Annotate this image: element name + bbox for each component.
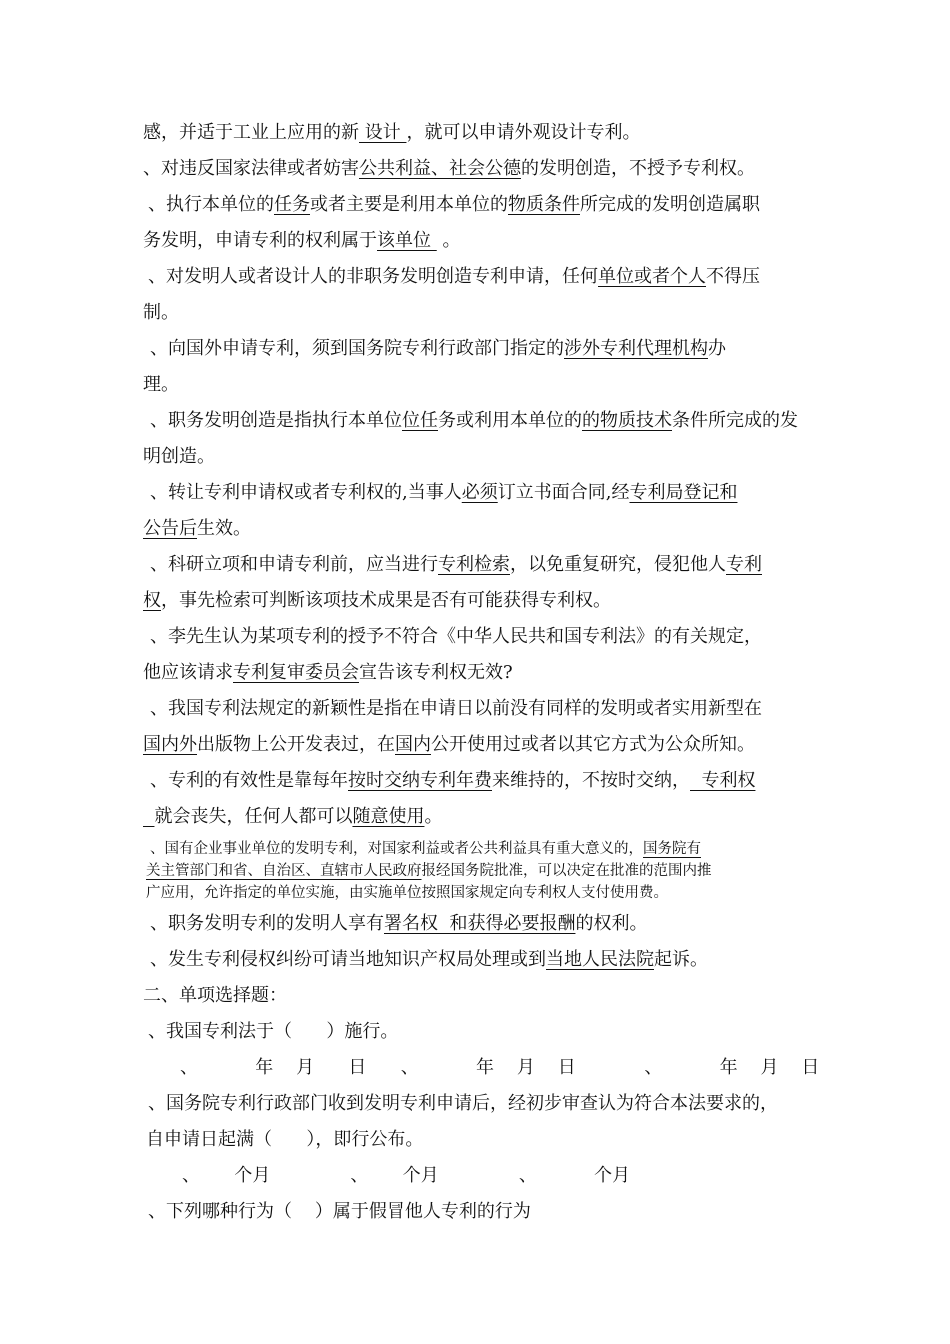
text-run: 起诉。 bbox=[654, 949, 708, 970]
text-line bbox=[143, 518, 251, 540]
text-line bbox=[143, 446, 215, 468]
text-run: 来维持的，不按时交纳， bbox=[492, 770, 690, 791]
answer-blank: 公共利益、社会公德 bbox=[359, 158, 521, 179]
answer-blank: 随意使用 bbox=[352, 806, 425, 827]
text-run: 不得压 bbox=[706, 266, 760, 287]
text-run: 报经国务院批准，可以决定在批准的范围内推 bbox=[421, 863, 712, 879]
answer-blank: 任务 bbox=[274, 194, 310, 215]
text-line bbox=[143, 806, 442, 828]
text-line bbox=[146, 884, 668, 902]
text-line bbox=[150, 410, 798, 432]
text-run: 、李先生认为某项专利的授予不符合《中华人民共和国专利法》的有关规定， bbox=[150, 626, 762, 647]
text-run: 感，并适于工业上应用的新 bbox=[143, 122, 359, 143]
text-run: 明创造。 bbox=[143, 446, 215, 467]
text-run: 、下列哪种行为（ ）属于假冒他人专利的行为 bbox=[148, 1201, 531, 1222]
answer-blank: 权 bbox=[143, 590, 161, 611]
text-run: 、我国专利法规定的新颖性是指在申请日以前没有同样的发明或者实用新型在 bbox=[150, 698, 762, 719]
answer-blank: 位任 bbox=[402, 410, 438, 431]
text-line bbox=[150, 913, 647, 935]
answer-blank: 国内 bbox=[395, 734, 431, 755]
text-run: 、发生专利侵权纠纷可请当地知识产权局处理或到 bbox=[150, 949, 546, 970]
text-run: 、专利的有效性是靠每年 bbox=[150, 770, 348, 791]
text-run: 、对违反国家法律或者妨害 bbox=[143, 158, 359, 179]
answer-blank: 的物质技术 bbox=[582, 410, 672, 431]
text-run: 、职务发明专利的发明人享有 bbox=[150, 913, 384, 934]
text-line bbox=[150, 338, 726, 360]
text-line bbox=[148, 1093, 778, 1115]
answer-blank: 涉外专利代理机构 bbox=[564, 338, 708, 359]
text-run: 的发明创造，不授予专利权。 bbox=[521, 158, 755, 179]
answer-blank: 当地人民法院 bbox=[546, 949, 654, 970]
text-run: 、转让专利申请权或者专利权的,当事人 bbox=[150, 482, 462, 503]
text-line bbox=[143, 374, 179, 396]
text-run: ，以免重复研究，侵犯他人 bbox=[510, 554, 726, 575]
text-run: 或者主要是利用本单位的 bbox=[310, 194, 508, 215]
text-line bbox=[143, 734, 755, 756]
text-run: 、科研立项和申请专利前，应当进行 bbox=[150, 554, 438, 575]
text-run: 、 年 月 日 、 年 月 日 、 年 月 日 bbox=[180, 1057, 820, 1078]
answer-blank: 专利检索 bbox=[438, 554, 510, 575]
answer-blank: 设计 bbox=[359, 122, 407, 143]
text-run: 条件所完成的发 bbox=[672, 410, 798, 431]
text-line bbox=[143, 662, 513, 684]
text-line bbox=[150, 770, 755, 792]
text-line bbox=[148, 266, 760, 288]
answer-blank: 署名权 和获得必要报酬 bbox=[384, 913, 576, 934]
answer-blank: 该单位 bbox=[377, 230, 437, 251]
text-line bbox=[150, 482, 737, 504]
text-line bbox=[146, 1129, 423, 1151]
text-run: 制。 bbox=[143, 302, 179, 323]
answer-blank: 公告后 bbox=[143, 518, 197, 539]
text-run: 办 bbox=[708, 338, 726, 359]
text-run: ，就可以申请外观设计专利。 bbox=[406, 122, 641, 143]
text-line bbox=[143, 302, 179, 324]
text-line bbox=[143, 230, 460, 252]
text-run: 。 bbox=[436, 230, 461, 251]
answer-blank: 专利复审委员会 bbox=[233, 662, 359, 683]
answer-blank: 专利权 bbox=[690, 770, 756, 791]
text-run: 二、单项选择题： bbox=[143, 985, 287, 1006]
answer-blank bbox=[143, 806, 154, 827]
text-line bbox=[143, 590, 611, 612]
text-run: 订立书面合同,经 bbox=[497, 482, 630, 503]
text-run: 宣告该专利权无效? bbox=[359, 662, 513, 683]
answer-blank: 按时交纳专利年费 bbox=[348, 770, 492, 791]
text-line bbox=[150, 698, 762, 720]
text-run: 、职务发明创造是指执行本单位 bbox=[150, 410, 402, 431]
text-run: 生效。 bbox=[197, 518, 251, 539]
answer-blank: 必须 bbox=[461, 482, 498, 503]
text-line bbox=[148, 1021, 398, 1043]
text-line bbox=[150, 949, 708, 971]
text-run: 所完成的发明创造属职 bbox=[580, 194, 760, 215]
text-line bbox=[146, 862, 712, 880]
text-run: ，事先检索可判断该项技术成果是否有可能获得专利权。 bbox=[161, 590, 611, 611]
text-run: 他应该请求 bbox=[143, 662, 233, 683]
answer-blank: 单位或者个人 bbox=[598, 266, 706, 287]
text-run: 务或利用本单位的 bbox=[438, 410, 582, 431]
text-line bbox=[182, 1165, 630, 1187]
answer-blank: 专利局登记和 bbox=[629, 482, 738, 503]
answer-blank: 国务院有 bbox=[643, 841, 701, 857]
answer-blank: 专利 bbox=[726, 554, 762, 575]
text-line bbox=[150, 626, 762, 648]
text-run: 广应用，允许指定的单位实施，由实施单位按照国家规定向专利权人支付使用费。 bbox=[146, 885, 668, 901]
text-run: 、 个月 、 个月 、 个月 bbox=[182, 1165, 631, 1186]
text-line bbox=[148, 1201, 531, 1223]
text-run: 、对发明人或者设计人的非职务发明创造专利申请，任何 bbox=[148, 266, 598, 287]
text-line bbox=[143, 158, 755, 180]
answer-blank: 物质条件 bbox=[508, 194, 580, 215]
text-run: 、我国专利法于（ ）施行。 bbox=[148, 1021, 399, 1042]
text-line bbox=[143, 985, 287, 1007]
text-run: 自申请日起满（ ），即行公布。 bbox=[146, 1129, 424, 1150]
text-run: 出版物上公开发表过，在 bbox=[197, 734, 395, 755]
text-line bbox=[148, 194, 760, 216]
text-run: 务发明，申请专利的权利属于 bbox=[143, 230, 377, 251]
text-run: 、执行本单位的 bbox=[148, 194, 274, 215]
text-line bbox=[150, 840, 701, 858]
text-line bbox=[180, 1057, 819, 1079]
text-run: 。 bbox=[424, 806, 443, 827]
text-run: 、国务院专利行政部门收到发明专利申请后，经初步审查认为符合本法要求的， bbox=[148, 1093, 778, 1114]
text-run: 的权利。 bbox=[575, 913, 648, 934]
text-run: 理。 bbox=[143, 374, 179, 395]
text-line bbox=[143, 122, 640, 144]
text-run: 就会丧失，任何人都可以 bbox=[154, 806, 353, 827]
text-run: 、向国外申请专利，须到国务院专利行政部门指定的 bbox=[150, 338, 564, 359]
text-line bbox=[150, 554, 762, 576]
text-run: 、国有企业事业单位的发明专利，对国家利益或者公共利益具有重大意义的， bbox=[150, 841, 643, 857]
answer-blank: 国内外 bbox=[143, 734, 197, 755]
answer-blank: 关主管部门和省、自治区、直辖市人民政府 bbox=[146, 863, 422, 879]
text-run: 公开使用过或者以其它方式为公众所知。 bbox=[431, 734, 755, 755]
